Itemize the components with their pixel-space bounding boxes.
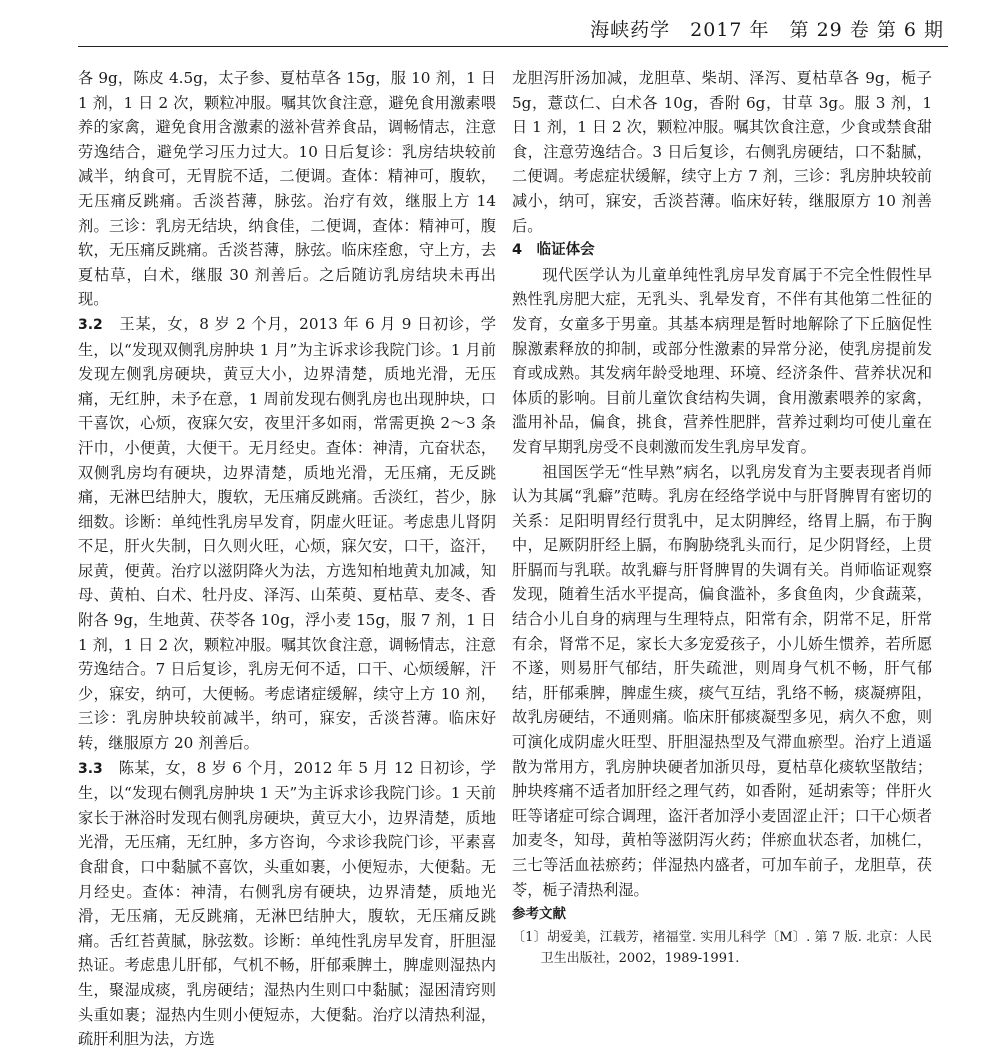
section-4-paragraph-2: 祖国医学无“性早熟”病名，以乳房发育为主要表现者肖师认为其属“乳癖”范畴。乳房在经络学说中与肝肾脾胃有密切的关系：足阳明胃经行贯乳中，足太阴脾经，络胃上膈，布于胸中，足厥阴肝经上膈，布胸胁绕乳头而行，足少阴肾经，上贯肝膈而与乳联。故乳癖与肝肾脾胃的失调有关。肖师临证观察发现，随着生活水平提高，偏食滥补，多食鱼肉，少食蔬菜，结合小儿自身的病理与生理特点，阳常有余，阴常不足，肝常有余，肾常不足，家长大多宠爱孩子，小儿娇生惯养，若所愿不遂，则易肝气郁结，肝失疏泄，则周身气机不畅，肝气郁结，肝郁乘脾，脾虚生痰，痰气互结，乳络不畅，痰凝痹阻，故乳房硬结，不通则痛。临床肝郁痰凝型多见，病久不愈，则可演化成阴虚火旺型、肝胆湿热型及气滞血瘀型。治疗上逍遥散为常用方，乳房肿块硬者加浙贝母，夏枯草化痰软坚散结；肿块疼痛不适者加肝经之理气药，如香附，延胡索等；伴肝火旺等诸症可综合调理，盗汗者加浮小麦固涩止汗；口干心烦者加麦冬，知母，黄柏等滋阴泻火药；伴瘀血状态者，加桃仁，三七等活血祛瘀药；伴湿热内盛者，可加车前子，龙胆草，茯苓，栀子清热利湿。 <box>512 462 932 899</box>
case-3-3-text: 陈某，女，8 岁 6 个月，2012 年 5 月 12 日初诊，学生，以“发现右侧乳房肿块 1 天”为主诉求诊我院门诊。1 天前家长于淋浴时发现右侧乳房硬块，黄豆大小，边界清楚，质地光滑，无压痛，无红肿，多方咨询，今求诊我院门诊，平素喜食甜食，口中黏腻不喜饮，头重如裹，小便短赤，大便黏。无月经史。查体：神清，右侧乳房有硬块，边界清楚，质地光滑，无压痛，无反跳痛，无淋巴结肿大，腹软，无压痛反跳痛。舌红苔黄腻，脉弦数。诊断：单纯性乳房早发育，肝胆湿热证。考虑患儿肝郁，气机不畅，肝郁乘脾土，脾虚则湿热内生，聚湿成痰，乳房硬结；湿热内生则口中黏腻；湿困清窍则头重如裹；湿热内生则小便短赤，大便黏。治疗以清热利湿，疏肝利胆为法，方选 <box>78 758 496 1049</box>
references-title: 参考文献 <box>512 906 566 923</box>
section-4-paragraph-1: 现代医学认为儿童单纯性乳房早发育属于不完全性假性早熟性乳房肥大症，无乳头、乳晕发育，不伴有其他第二性征的发育，女童多于男童。其基本病理是暂时地解除了下丘脑促性腺激素释放的抑制，或部分性激素的异常分泌，使乳房提前发育或成熟。其发病年龄受地理、环境、经济条件、营养状况和体质的影响。目前儿童饮食结构失调，食用激素喂养的家禽，滥用补品，偏食，挑食，营养性肥胖，营养过剩均可使儿童在发育早期乳房受不良刺激而发生乳房早发育。 <box>512 265 932 456</box>
case3-continuation: 龙胆泻肝汤加减，龙胆草、柴胡、泽泻、夏枯草各 9g，栀子 5g，薏苡仁、白术各 10g，香附 6g，甘草 3g。服 3 剂，1 日 1 剂，1 日 2 次，颗粒冲服。嘱其饮食注意，少食或禁食甜食，注意劳逸结合。3 日后复诊，右侧乳房硬结，口不黏腻，二便调。考虑症状缓解，续守上方 7 剂，三诊：乳房肿块较前减小，纳可，寐安，舌淡苔薄。临床好转，继服原方 10 剂善后。 <box>512 69 932 235</box>
case-3-2 <box>78 312 496 756</box>
case1-continuation: 各 9g，陈皮 4.5g，太子参、夏枯草各 15g，服 10 剂，1 日 1 剂，1 日 2 次，颗粒冲服。嘱其饮食注意，避免食用激素喂养的家禽，避免食用含激素的滋补营养食品，调畅情志，注意劳逸结合，避免学习压力过大。10 日后复诊：乳房结块较前减半，纳食可，无胃脘不适，二便调。查体：精神可，腹软，无压痛反跳痛。舌淡苔薄，脉弦。治疗有效，继服上方 14 剂。三诊：乳房无结块，纳食佳，二便调，查体：精神可，腹软，无压痛反跳痛。舌淡苔薄，脉弦。临床痊愈，守上方，去夏枯草，白术，继服 30 剂善后。之后随访乳房结块未再出现。 <box>78 69 496 309</box>
journal-running-title: 海峡药学 2017 年 第 29 卷 第 6 期 <box>590 19 944 41</box>
header-rule <box>78 46 948 47</box>
case-3-3 <box>78 756 496 1052</box>
left-column <box>78 66 496 1052</box>
right-column <box>512 66 932 969</box>
section-4-heading: 4 临证体会 <box>512 242 595 259</box>
running-header <box>0 0 1000 44</box>
reference-item: 〔1〕胡爱美，江载芳，褚福堂. 实用儿科学〔M〕. 第 7 版. 北京：人民卫生出版社，2002，1989-1991. <box>512 929 932 966</box>
case-3-2-text: 王某，女，8 岁 2 个月，2013 年 6 月 9 日初诊，学生，以“发现双侧乳房肿块 1 月”为主诉求诊我院门诊。1 月前发现左侧乳房硬块，黄豆大小，边界清楚，质地光滑，无压痛，无红肿，未予在意，1 周前发现右侧乳房也出现肿块，口干喜饮，心烦，夜寐欠安，夜里汗多如雨，常需更换 2～3 条汗巾，小便黄，大便干。无月经史。查体：神清，亢奋状态，双侧乳房均有硬块，边界清楚，质地光滑，无压痛，无反跳痛，无淋巴结肿大，腹软，无压痛反跳痛。舌淡红，苔少，脉细数。诊断：单纯性乳房早发育，阴虚火旺证。考虑患儿肾阴不足，肝火失制，日久则火旺，心烦，寐欠安，口干，盗汗，尿黄，便黄。治疗以滋阴降火为法，方选知柏地黄丸加减，知母、黄柏、白术、牡丹皮、泽泻、山茱萸、夏枯草、麦冬、香附各 9g，生地黄、茯苓各 10g，浮小麦 15g，服 7 剂，1 日 1 剂，1 日 2 次，颗粒冲服。嘱其饮食注意，调畅情志，注意劳逸结合。7 日后复诊，乳房无何不适，口干、心烦缓解，汗少，寐安，纳可，大便畅。考虑诸症缓解，续守上方 10 剂，三诊：乳房肿块较前减半，纳可，寐安，舌淡苔薄。临床好转，继服原方 20 剂善后。 <box>78 314 496 753</box>
case-3-3-label: 3.3 <box>78 760 103 777</box>
case-3-2-label: 3.2 <box>78 316 103 333</box>
